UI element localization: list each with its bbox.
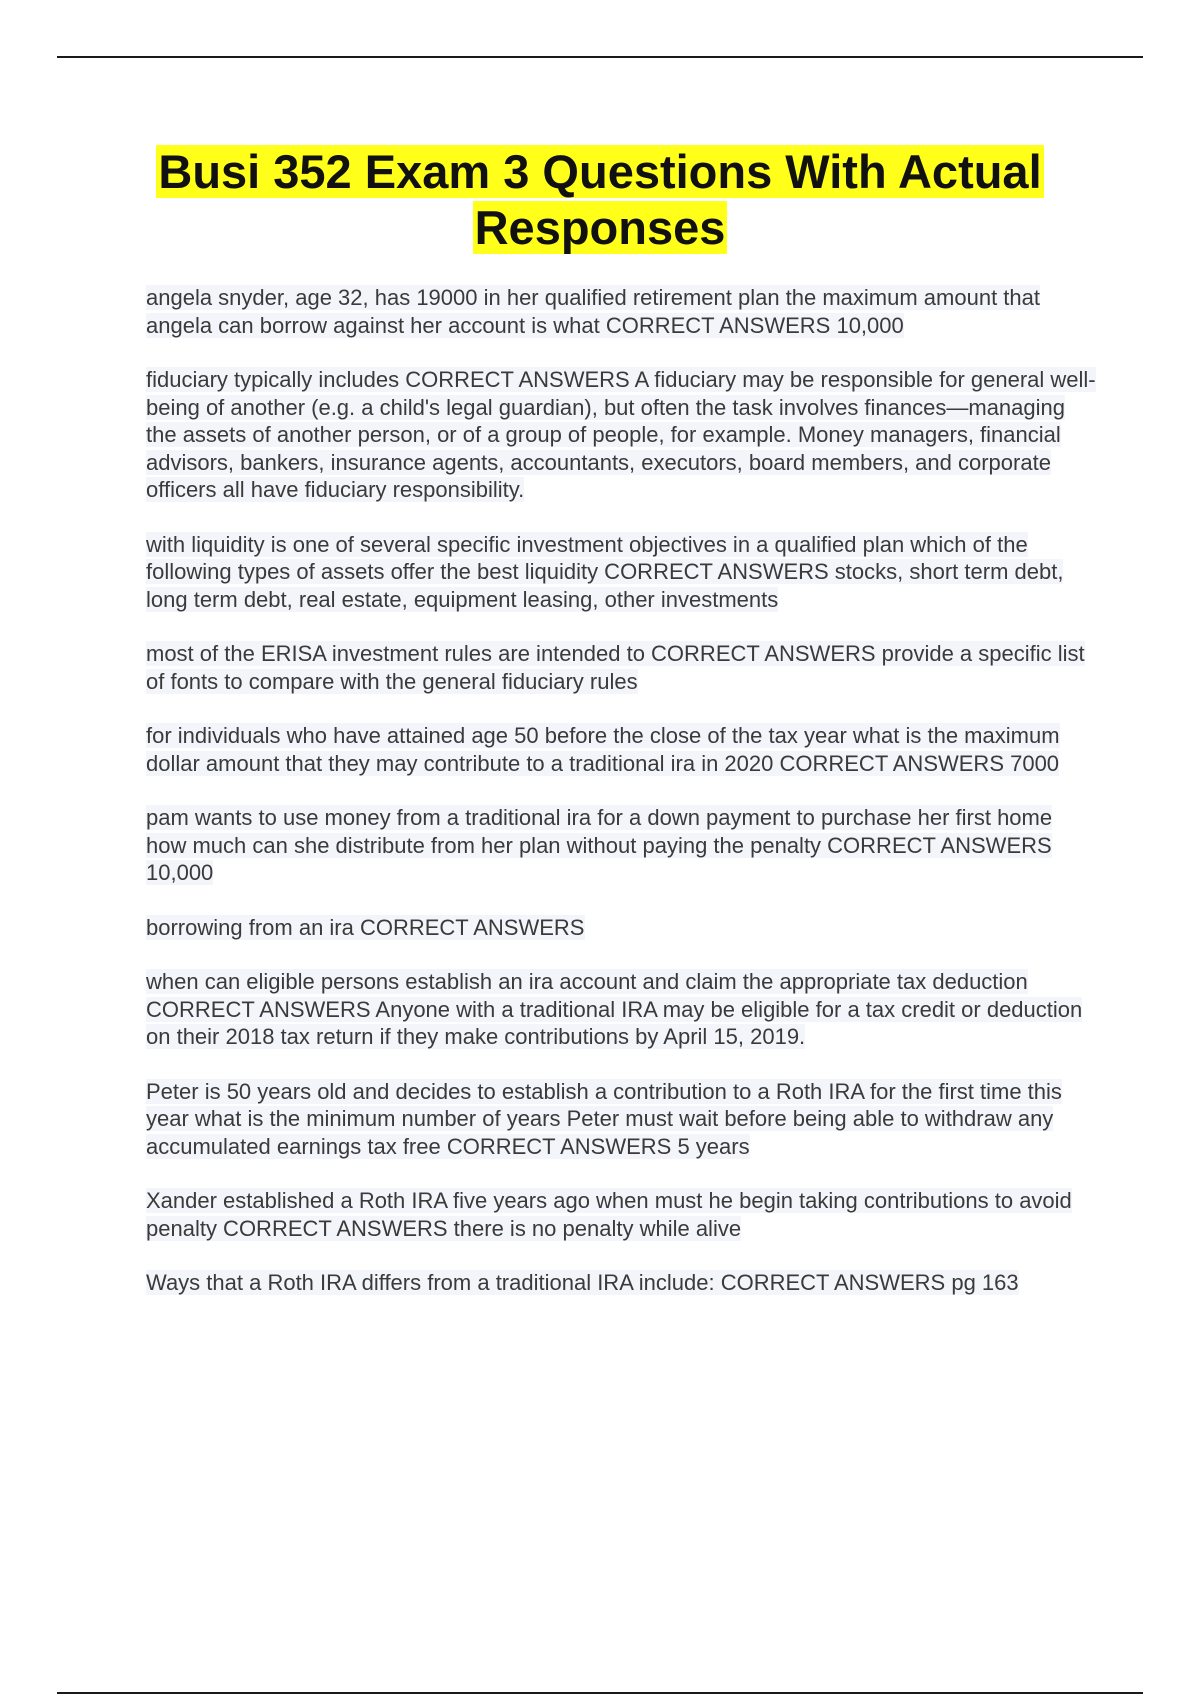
qa-item: angela snyder, age 32, has 19000 in her qualified retirement plan the maximum amount that angela can borrow against her account is what CORRECT ANSWERS 10,000	[146, 285, 1040, 338]
qa-item: for individuals who have attained age 50 before the close of the tax year what is the maximum dollar amount that they may contribute to a traditional ira in 2020 CORRECT ANSWERS 7000	[146, 723, 1060, 776]
qa-item: borrowing from an ira CORRECT ANSWERS	[146, 914, 585, 940]
qa-item: with liquidity is one of several specific investment objectives in a qualified plan which of the following types of assets offer the best liquidity CORRECT ANSWERS stocks, short term debt, long term debt, real estate, equipment leasing, other investments	[146, 531, 1064, 612]
qa-item: when can eligible persons establish an ira account and claim the appropriate tax deduction CORRECT ANSWERS Anyone with a traditional IRA may be eligible for a tax credit or deduction on their 2018 tax return if they make contributions by April 15, 2019.	[146, 969, 1083, 1049]
bottom-rule	[57, 1692, 1143, 1694]
qa-item: Xander established a Roth IRA five years ago when must he begin taking contributions to avoid penalty CORRECT ANSWERS there is no penalty while alive	[146, 1188, 1072, 1241]
top-rule	[57, 56, 1143, 58]
title-highlight: Busi 352 Exam 3 Questions With Actual Responses	[158, 145, 1042, 254]
qa-item: Peter is 50 years old and decides to establish a contribution to a Roth IRA for the first time this year what is the minimum number of years Peter must wait before being able to withdraw any accumulated earnings tax free CORRECT ANSWERS 5 years	[146, 1078, 1062, 1159]
qa-item: pam wants to use money from a traditional ira for a down payment to purchase her first home how much can she distribute from her plan without paying the penalty CORRECT ANSWERS 10,000	[146, 805, 1053, 885]
qa-item: Ways that a Roth IRA differs from a traditional IRA include: CORRECT ANSWERS pg 163	[146, 1270, 1019, 1295]
qa-list	[146, 284, 1096, 1324]
qa-item: fiduciary typically includes CORRECT ANSWERS A fiduciary may be responsible for general well-being of another (e.g. a child's legal guardian), but often the task involves finances—managing the assets of another person, or of a group of people, for example. Money managers, financial advisors, bankers, insurance agents, accountants, executors, board members, and corporate officers all have fiduciary responsibility.	[146, 367, 1096, 502]
qa-item: most of the ERISA investment rules are intended to CORRECT ANSWERS provide a specific list of fonts to compare with the general fiduciary rules	[146, 641, 1085, 694]
document-title	[120, 144, 1080, 256]
